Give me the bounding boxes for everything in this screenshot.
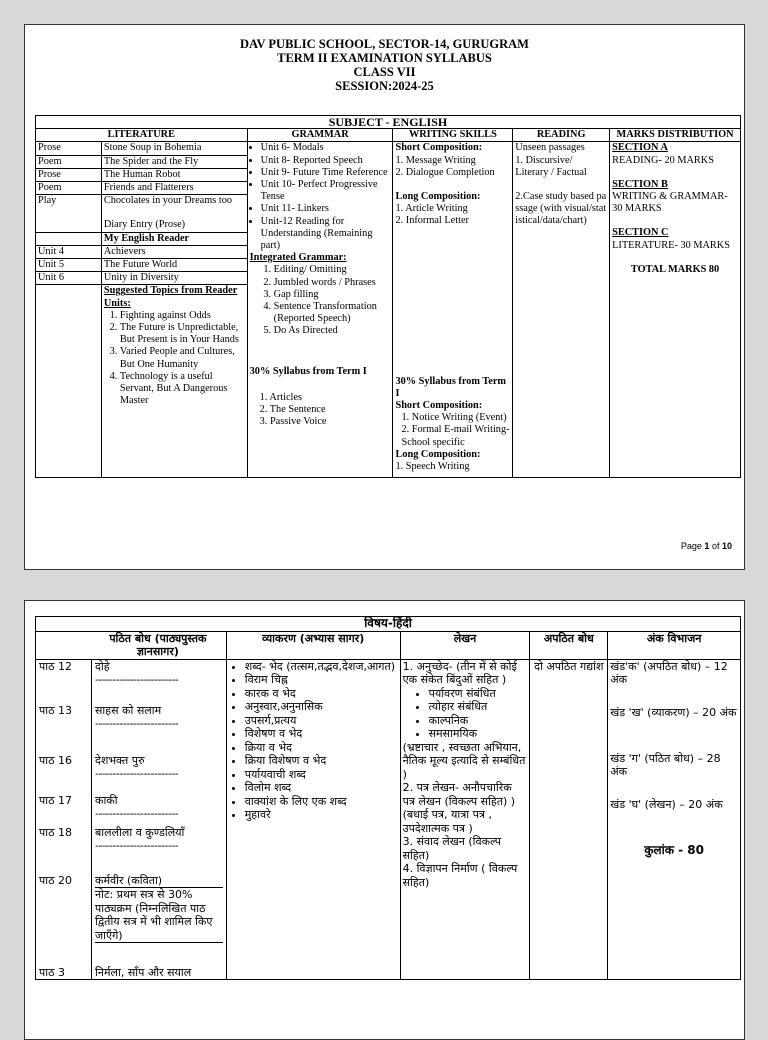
integrated-item: 4. Sentence Transformation (Reported Speech) — [274, 301, 391, 325]
lesson-title: काकी — [95, 793, 118, 807]
grammar-term1-item: 2. The Sentence — [259, 404, 326, 416]
lekhan-topics — [403, 687, 528, 741]
lekhan-topic: • समसामयिक — [429, 727, 528, 741]
writing-term1-short-heading: Short Composition: — [395, 400, 483, 412]
writing-item: 2. Dialogue Completion — [395, 166, 495, 178]
grammar-term1-item: 1. Articles — [259, 391, 302, 403]
col-marks-distribution: MARKS DISTRIBUTION — [610, 129, 741, 142]
grammar-list — [250, 142, 391, 252]
writing-item: 1. Article Writing — [395, 203, 468, 215]
col-lekhan: लेखन — [400, 631, 530, 659]
suggested-units-list — [104, 310, 245, 408]
separator-line: ------------------------ — [95, 839, 179, 852]
suggested-topics-heading: Suggested Topics from Reader — [103, 285, 238, 297]
col-grammar: GRAMMAR — [247, 129, 393, 142]
integrated-grammar-heading: Integrated Grammar: — [249, 252, 347, 264]
lekhan-cell — [400, 659, 530, 980]
section-b-text: WRITING & GRAMMAR- 30 MARKS — [612, 191, 728, 215]
vyakaran-item: • वाक्यांश के लिए एक शब्द — [245, 795, 398, 809]
col-pathit-bodh: पठित बोध (पाठ्यपुस्तक ज्ञानसागर) — [36, 631, 227, 659]
integrated-item: 3. Gap filling — [274, 289, 391, 301]
lekhan-item: 3. संवाद लेखन (विकल्प सहित) — [402, 835, 502, 862]
school-header — [25, 37, 744, 93]
integrated-item: 2. Jumbled words / Phrases — [274, 277, 391, 289]
marks-distribution-cell — [610, 142, 741, 478]
reading-cell — [513, 142, 610, 478]
header-line-school: DAV PUBLIC SCHOOL, SECTOR-14, GURUGRAM — [240, 37, 529, 51]
header-line-exam: TERM II EXAMINATION SYLLABUS — [277, 51, 492, 65]
grammar-cell — [247, 142, 393, 478]
vyakaran-item: • विराम चिह्न — [245, 673, 398, 687]
page-label: Page — [680, 541, 702, 551]
lesson-num: पाठ 16 — [39, 753, 72, 767]
reader-unit: Unit 4 — [36, 245, 102, 258]
lekhan-item: 2. पत्र लेखन- अनौपचारिक पत्र लेखन (विकल्प सहित) ) — [402, 781, 516, 808]
writing-term1-heading: 30% Syllabus from Term I — [395, 375, 506, 399]
lit-type: Poem — [36, 155, 102, 168]
col-writing-skills: WRITING SKILLS — [393, 129, 513, 142]
separator-line: ------------------------ — [95, 767, 179, 780]
lesson-title: बाललीला व कुण्डलियाँ — [95, 825, 185, 839]
suggested-unit: 1. Fighting against Odds — [120, 310, 245, 322]
section-a-heading: SECTION A — [612, 142, 668, 154]
vyakaran-item: • अनुस्वार,अनुनासिक — [245, 700, 398, 714]
subject-hindi-title: विषय-हिंदी — [36, 617, 741, 632]
vyakaran-item: • विशेषण व भेद — [245, 727, 398, 741]
english-syllabus-table — [35, 115, 741, 478]
lesson-num: पाठ 3 — [39, 965, 65, 979]
lit-type: Play — [36, 195, 102, 232]
lesson-title: कर्मवीर (कविता) — [95, 874, 223, 889]
lesson-num: पाठ 18 — [39, 825, 72, 839]
separator-line: ------------------------ — [95, 717, 179, 730]
vyakaran-list — [229, 660, 398, 822]
lekhan-item: (भ्रष्टाचार , स्वच्छता अभियान, नैतिक मूल्य इत्यादि से सम्बंधित ) — [402, 740, 526, 781]
suggested-unit: 3. Varied People and Cultures, But One Humanity — [120, 346, 245, 370]
lit-title: Stone Soup in Bohemia — [101, 142, 247, 155]
page-current: 1 — [704, 541, 710, 551]
writing-item: 2. Informal Letter — [395, 215, 469, 227]
vyakaran-item: • क्रिया व भेद — [245, 741, 398, 755]
lekhan-topic: • पर्यावरण संबंधित — [429, 687, 528, 701]
integrated-item: 1. Editing/ Omitting — [274, 264, 391, 276]
writing-term1-item: 1. Notice Writing (Event) — [401, 412, 507, 424]
vyakaran-item: • कारक व भेद — [245, 687, 398, 701]
reading-item: 2.Case study based passage (with visual/statistical/data/chart) — [515, 191, 607, 227]
lit-extra: Diary Entry (Prose) — [103, 219, 186, 231]
suggested-unit: 4. Technology is a useful Servant, But A Dangerous Master — [120, 371, 245, 408]
col-reading: READING — [513, 129, 610, 142]
lesson-title: दोहे — [95, 659, 110, 673]
lessons-cell — [36, 659, 227, 980]
writing-item: 1. Message Writing — [395, 154, 476, 166]
col-ank-vibhajan: अंक विभाजन — [608, 631, 741, 659]
marks-item: खंड 'घ' (लेखन) – 20 अंक — [610, 797, 723, 811]
vyakaran-item: • मुहावरे — [245, 808, 398, 822]
header-line-class: CLASS VII — [353, 65, 416, 79]
page-2 — [24, 600, 745, 1040]
suggested-unit: 2. The Future is Unpredictable, But Present is in Your Hands — [120, 322, 245, 346]
writing-term1-item: 1. Speech Writing — [395, 461, 470, 473]
short-composition-heading: Short Composition: — [395, 142, 483, 154]
vyakaran-item: • पर्यायवाची शब्द — [245, 768, 398, 782]
marks-item: खंड'क' (अपठित बोध) – 12 अंक — [610, 659, 728, 686]
vyakaran-item: • विलोम शब्द — [245, 781, 398, 795]
separator-line: ------------------------ — [95, 673, 179, 686]
lit-type: Poem — [36, 182, 102, 195]
lit-type: Prose — [36, 142, 102, 155]
reader-unit: Unit 5 — [36, 259, 102, 272]
lesson-title: देशभक्त पुरु — [95, 753, 145, 767]
col-literature: LITERATURE — [36, 129, 248, 142]
lekhan-topic: • त्योहार संबंधित — [429, 700, 528, 714]
reader-heading: My English Reader — [101, 232, 247, 245]
lesson-num: पाठ 17 — [39, 793, 72, 807]
reader-title: Unity in Diversity — [101, 272, 247, 285]
grammar-item: • Unit 8- Reported Speech — [261, 155, 391, 167]
reader-title: Achievers — [101, 245, 247, 258]
marks-item: खंड 'ख' (व्याकरण) – 20 अंक — [610, 705, 737, 719]
writing-skills-cell — [393, 142, 513, 478]
vyakaran-item: • क्रिया विशेषण व भेद — [245, 754, 398, 768]
writing-term1-long-heading: Long Composition: — [395, 448, 481, 460]
grammar-term1-item: 3. Passive Voice — [259, 416, 327, 428]
grammar-item: • Unit 10- Perfect Progressive Tense — [261, 179, 391, 203]
section-b-heading: SECTION B — [612, 178, 668, 190]
reading-item: Unseen passages — [515, 142, 585, 154]
lesson-num: पाठ 13 — [39, 703, 72, 717]
grammar-item: • Unit 11- Linkers — [261, 203, 391, 215]
page-1 — [24, 24, 745, 570]
vyakaran-cell — [226, 659, 400, 980]
lit-title-cell — [101, 195, 247, 232]
lekhan-item: (बधाई पत्र, यात्रा पत्र , उपदेशात्मक पत्र ) — [402, 808, 492, 835]
lit-title: Friends and Flatterers — [101, 182, 247, 195]
grammar-item: • Unit-12 Reading for Understanding (Remaining part) — [261, 216, 391, 253]
ank-vibhajan-cell — [608, 659, 741, 980]
lit-type: Prose — [36, 168, 102, 181]
section-c-text: LITERATURE- 30 MARKS — [612, 239, 730, 251]
reader-unit: Unit 6 — [36, 272, 102, 285]
lekhan-topic: • काल्पनिक — [429, 714, 528, 728]
marks-item: खंड 'ग' (पठित बोध) – 28 अंक — [610, 751, 721, 778]
blank-cell — [36, 285, 102, 478]
term1-note: नोट: प्रथम सत्र से 30% पाठ्यक्रम (निम्नलिखित पाठ द्वितीय सत्र में भी शामिल किए जाएँगे) — [95, 888, 223, 943]
lit-title: Chocolates in your Dreams too — [103, 195, 232, 207]
blank-cell — [36, 232, 102, 245]
subject-english-title: SUBJECT - ENGLISH — [36, 116, 741, 129]
integrated-grammar-list — [250, 264, 391, 337]
reader-title: The Future World — [101, 259, 247, 272]
lit-title: The Human Robot — [101, 168, 247, 181]
units-label: Units: — [103, 297, 131, 309]
col-vyakaran: व्याकरण (अभ्यास सागर) — [226, 631, 400, 659]
lekhan-item: 4. विज्ञापन निर्माण ( विकल्प सहित) — [402, 862, 518, 889]
page-of: of — [711, 541, 720, 551]
grammar-item: • Unit 6- Modals — [261, 142, 391, 154]
lesson-title: निर्मला, साँप और सयाल — [95, 965, 192, 979]
vyakaran-item: • शब्द- भेद (तत्सम,तद्भव,देशज,आगत) — [245, 660, 398, 674]
total-marks: TOTAL MARKS 80 — [630, 263, 720, 275]
lekhan-item: 1. अनुच्छेद- (तीन में से कोई एक संकेत बिंदुओं सहित ) — [402, 659, 517, 686]
suggested-topics-cell — [101, 285, 247, 478]
lesson-title: साहस को सलाम — [95, 703, 162, 717]
grammar-item: • Unit 9- Future Time Reference — [261, 167, 391, 179]
long-composition-heading: Long Composition: — [395, 191, 481, 203]
apathit-cell: दो अपठित गद्यांश — [530, 659, 608, 980]
hindi-total-marks: कुलांक - 80 — [644, 842, 704, 857]
section-a-text: READING- 20 MARKS — [612, 154, 714, 166]
lesson-num: पाठ 20 — [39, 873, 72, 887]
page-total: 10 — [721, 541, 732, 551]
grammar-term1-heading: 30% Syllabus from Term I — [249, 365, 367, 377]
lit-title: The Spider and the Fly — [101, 155, 247, 168]
page-number — [681, 541, 732, 551]
lesson-num: पाठ 12 — [39, 659, 72, 673]
vyakaran-item: • उपसर्ग,प्रत्यय — [245, 714, 398, 728]
separator-line: ------------------------ — [95, 807, 179, 820]
section-c-heading: SECTION C — [612, 227, 669, 239]
header-line-session: SESSION:2024-25 — [335, 79, 434, 93]
reading-item: 1. Discursive/ Literary / Factual — [515, 154, 587, 178]
integrated-item: 5. Do As Directed — [274, 325, 391, 337]
col-apathit-bodh: अपठित बोध — [530, 631, 608, 659]
writing-term1-item: 2. Formal E-mail Writing- School specific — [401, 424, 510, 448]
hindi-syllabus-table — [35, 616, 741, 980]
